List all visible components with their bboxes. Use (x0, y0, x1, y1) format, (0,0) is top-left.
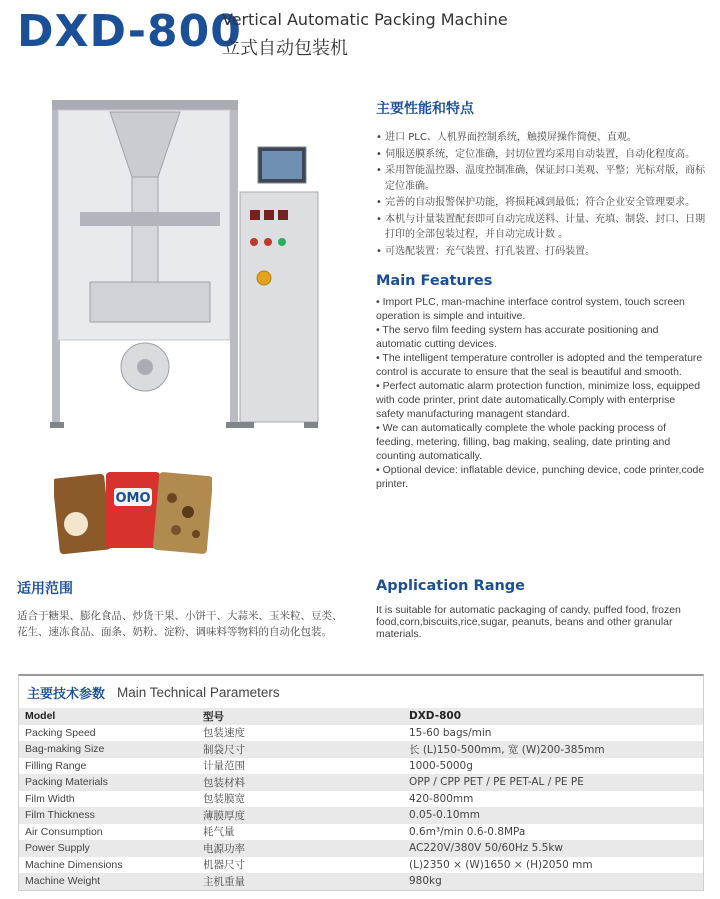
feature-en-item: • The intelligent temperature controller is adopted and the temperature control is accurate to ensure that the seal is beautiful and smooth. (376, 352, 703, 378)
param-name-en: Packing Materials (19, 774, 197, 791)
param-name-en: Film Thickness (19, 807, 197, 824)
table-row (19, 807, 703, 824)
param-name-en: Machine Dimensions (19, 857, 197, 874)
features-list-en (376, 295, 706, 491)
param-value: 1000-5000g (403, 758, 703, 775)
param-value: 420-800mm (403, 791, 703, 808)
title-cn: 立式自动包装机 (222, 38, 348, 59)
param-name-en: Model (19, 708, 197, 725)
application-section-en (376, 578, 706, 640)
param-name-cn: 主机重量 (197, 873, 403, 890)
table-row (19, 824, 703, 841)
features-list-cn (376, 130, 706, 259)
model-code: DXD-800 (17, 6, 242, 57)
feature-cn-item: • 完善的自动报警保护功能，将损耗减到最低；符合企业安全管理要求。 (376, 197, 696, 208)
param-name-en: Air Consumption (19, 824, 197, 841)
feature-cn-item: • 可选配装置：充气装置、打孔装置、打码装置。 (376, 245, 596, 257)
param-name-en: Bag-making Size (19, 741, 197, 758)
param-value: 0.6m³/min 0.6-0.8MPa (403, 824, 703, 841)
param-value: DXD-800 (403, 708, 703, 725)
param-name-en: Machine Weight (19, 873, 197, 890)
table-row (19, 873, 703, 890)
params-title-cn: 主要技术参数 (27, 686, 106, 702)
feature-cn-item: • 采用智能温控器、温度控制准确，保证封口美观、平整；光标对版，商标定位准确。 (376, 165, 706, 192)
features-title-en: Main Features (376, 273, 493, 289)
table-row (19, 725, 703, 742)
table-row (19, 857, 703, 874)
param-name-en: Packing Speed (19, 725, 197, 742)
svg-text:OMO: OMO (115, 491, 151, 506)
application-section-cn (17, 578, 347, 640)
features-title-cn: 主要性能和特点 (376, 101, 474, 117)
table-row (19, 791, 703, 808)
param-name-cn: 包装膜宽 (197, 791, 403, 808)
feature-en-item: • Perfect automatic alarm protection function, minimize loss, equipped with code printer, print date automatically.Comply with enterprise safety manufacturing managent standard. (376, 380, 701, 420)
technical-parameters-panel (18, 674, 704, 891)
param-name-cn: 耗气量 (197, 824, 403, 841)
param-name-cn: 机器尺寸 (197, 857, 403, 874)
param-name-cn: 薄膜厚度 (197, 807, 403, 824)
application-title-cn: 适用范围 (17, 581, 73, 597)
table-row (19, 708, 703, 725)
table-row (19, 840, 703, 857)
feature-en-item: • We can automatically complete the whole packing process of feeding, metering, filling, bag making, sealing, date printing and counting automatically. (376, 422, 671, 462)
feature-en-item: • The servo film feeding system has accurate positioning and automatic cutting devices. (376, 324, 659, 350)
params-table (19, 708, 703, 890)
title-en: Vertical Automatic Packing Machine (222, 10, 508, 29)
param-value: (L)2350 × (W)1650 × (H)2050 mm (403, 857, 703, 874)
param-name-cn: 型号 (197, 708, 403, 725)
params-header (19, 676, 703, 708)
param-name-cn: 制袋尺寸 (197, 741, 403, 758)
feature-cn-item: • 本机与计量装置配套即可自动完成送料、计量、充填、制袋、封口、日期打印的全部包装过程，并自动完成计数 。 (376, 213, 706, 240)
application-text-en: It is suitable for automatic packaging of candy, puffed food, frozen food,corn,biscuits,rice,sugar, peanuts, beans and other granular materials. (376, 604, 681, 640)
features-section (376, 98, 706, 491)
feature-en-item: • Optional device: inflatable device, punching device, code printer,code printer. (376, 464, 705, 490)
param-name-cn: 计量范围 (197, 758, 403, 775)
param-value: AC220V/380V 50/60Hz 5.5kw (403, 840, 703, 857)
feature-cn-item: • 伺服送膜系统，定位准确，封切位置均采用自动装置，自动化程度高。 (376, 148, 696, 160)
params-title-en: Main Technical Parameters (117, 684, 280, 700)
table-row (19, 774, 703, 791)
application-title-en: Application Range (376, 578, 526, 594)
param-value: 0.05-0.10mm (403, 807, 703, 824)
param-name-cn: 电源功率 (197, 840, 403, 857)
param-name-en: Power Supply (19, 840, 197, 857)
param-value: 长 (L)150-500mm, 宽 (W)200-385mm (403, 741, 703, 758)
param-value: 980kg (403, 873, 703, 890)
feature-cn-item: • 进口 PLC、人机界面控制系统，触摸屏操作简便、直观。 (376, 132, 637, 143)
param-name-en: Film Width (19, 791, 197, 808)
packing-machine-photo (40, 92, 340, 442)
param-name-cn: 包装材料 (197, 774, 403, 791)
application-text-cn: 适合于糖果、膨化食品、炒货干果、小饼干、大蒜米、玉米粒、豆类、花生、速冻食品、面条、奶粉、淀粉、调味料等物料的自动化包装。 (17, 610, 343, 638)
param-name-en: Filling Range (19, 758, 197, 775)
param-name-cn: 包装速度 (197, 725, 403, 742)
snack-bags-photo (54, 468, 212, 556)
param-value: OPP / CPP PET / PE PET-AL / PE PE (403, 774, 703, 791)
param-value: 15-60 bags/min (403, 725, 703, 742)
table-row (19, 741, 703, 758)
feature-en-item: • Import PLC, man-machine interface control system, touch screen operation is simple and intuitive. (376, 296, 685, 322)
table-row (19, 758, 703, 775)
